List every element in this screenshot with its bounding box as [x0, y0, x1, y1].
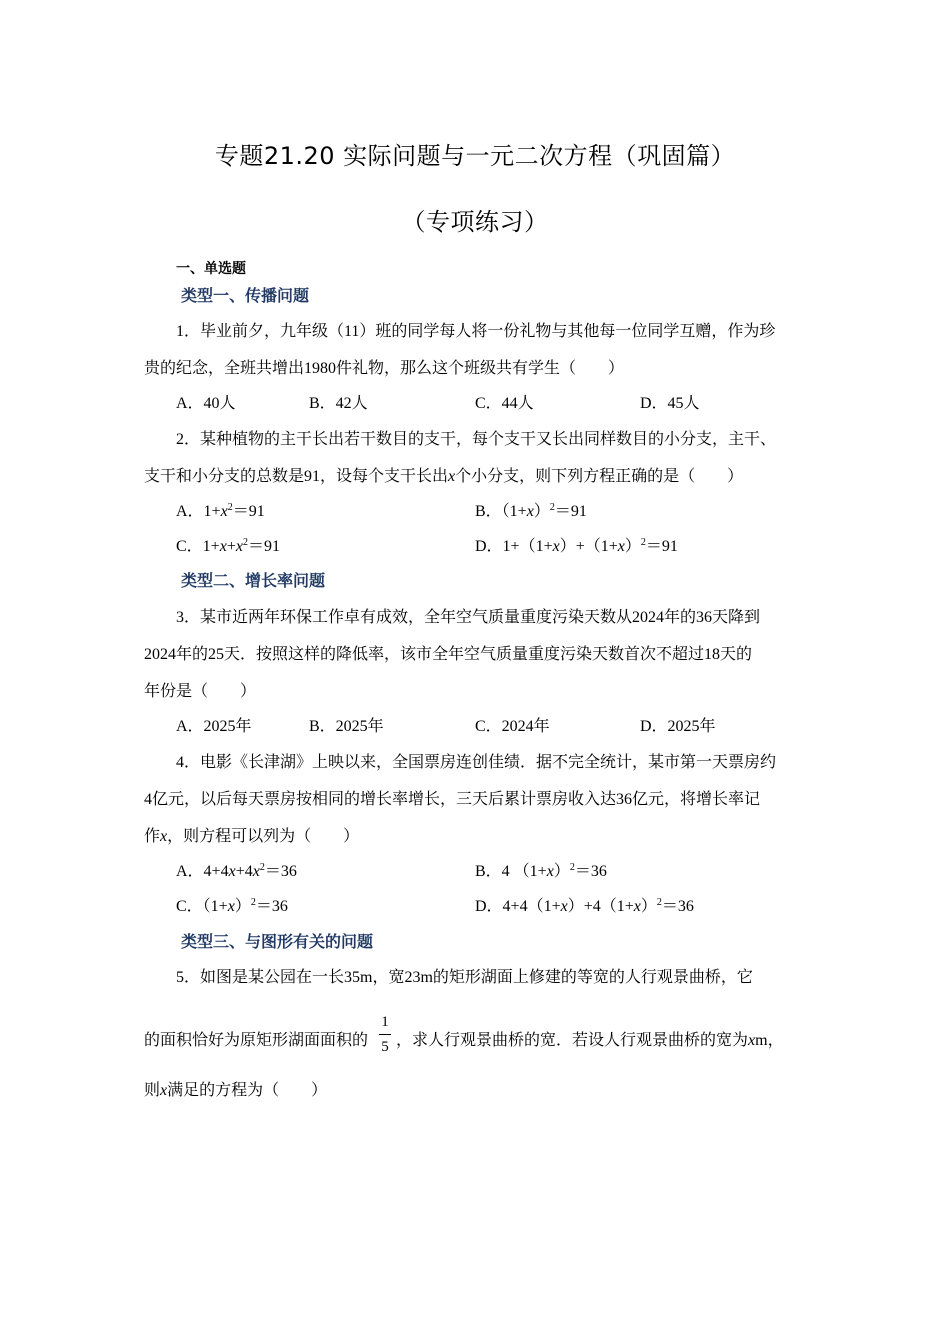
document-subtitle: （专项练习）	[401, 208, 549, 236]
fraction-bar	[379, 1034, 391, 1035]
q1-line1: 1．毕业前夕，九年级（11）班的同学每人将一份礼物与其他每一位同学互赠，作为珍	[176, 323, 776, 340]
q3-option-b: B．2025年	[309, 718, 384, 735]
fraction-one-fifth	[378, 1012, 392, 1057]
q2-option-a: A．$1+x^2=91$	[176, 502, 265, 520]
q3-option-a: A．2025年	[176, 718, 252, 735]
document-title: 专题21.20 实际问题与一元二次方程（巩固篇）	[214, 142, 736, 170]
q4-option-b: B．4 $(1+x)^2=36$	[475, 862, 607, 880]
q4-line3: 作x，则方程可以列为（ ）	[144, 828, 360, 845]
q3-option-c: C．2024年	[475, 718, 550, 735]
q2-option-b: B．$(1+x)^2=91$	[475, 502, 587, 520]
category-heading-3: 类型三、与图形有关的问题	[181, 932, 374, 951]
q2-line1: 2．某种植物的主干长出若干数目的支干，每个支干又长出同样数目的小分支，主干、	[176, 431, 777, 448]
category-heading-1: 类型一、传播问题	[181, 286, 310, 305]
q3-line1: 3．某市近两年环保工作卓有成效，全年空气质量重度污染天数从2024年的36天降到	[176, 609, 761, 626]
q1-line2: 贵的纪念，全班共增出1980件礼物，那么这个班级共有学生（ ）	[144, 360, 625, 377]
q2-option-c: C．$1+x+x^2=91$	[176, 537, 280, 555]
q1-option-d: D．45人	[640, 395, 700, 412]
q5-line2-start: 的面积恰好为原矩形湖面面积的	[144, 1032, 369, 1049]
q3-line2: 2024年的25天．按照这样的降低率，该市全年空气质量重度污染天数首次不超过18天的	[144, 646, 753, 663]
category-heading-2: 类型二、增长率问题	[181, 571, 326, 590]
q1-option-b: B．42人	[309, 395, 368, 412]
q5-line1: 5．如图是某公园在一长35m，宽23m的矩形湖面上修建的等宽的人行观景曲桥，它	[176, 969, 753, 986]
q5-line3: 则x满足的方程为（ ）	[144, 1082, 328, 1099]
q3-option-d: D．2025年	[640, 718, 716, 735]
q4-line2: 4亿元，以后每天票房按相同的增长率增长，三天后累计票房收入达36亿元，将增长率记	[144, 791, 761, 808]
q4-option-c: C．$(1+x)^2=36$	[176, 897, 288, 915]
q4-option-d: D．$4+4(1+x)+4(1+x)^2=36$	[475, 897, 694, 915]
q2-line2: 支干和小分支的总数是91，设每个支干长出x个小分支，则下列方程正确的是（ ）	[144, 468, 744, 485]
q4-option-a: A．$4+4x+4x^2=36$	[176, 862, 297, 880]
q1-option-a: A．40人	[176, 395, 236, 412]
q2-option-d: D．$1+(1+x)+(1+x)^2=91$	[475, 537, 678, 555]
fraction-denominator: 5	[381, 1039, 389, 1055]
fraction-numerator: 1	[381, 1014, 389, 1030]
q1-option-c: C．44人	[475, 395, 534, 412]
q5-line2-end: ，求人行观景曲桥的宽．若设人行观景曲桥的宽为xm，	[396, 1032, 784, 1049]
section-heading: 一、单选题	[176, 261, 246, 277]
q3-line3: 年份是（ ）	[144, 683, 257, 700]
q4-line1: 4．电影《长津湖》上映以来，全国票房连创佳绩．据不完全统计，某市第一天票房约	[176, 754, 777, 771]
